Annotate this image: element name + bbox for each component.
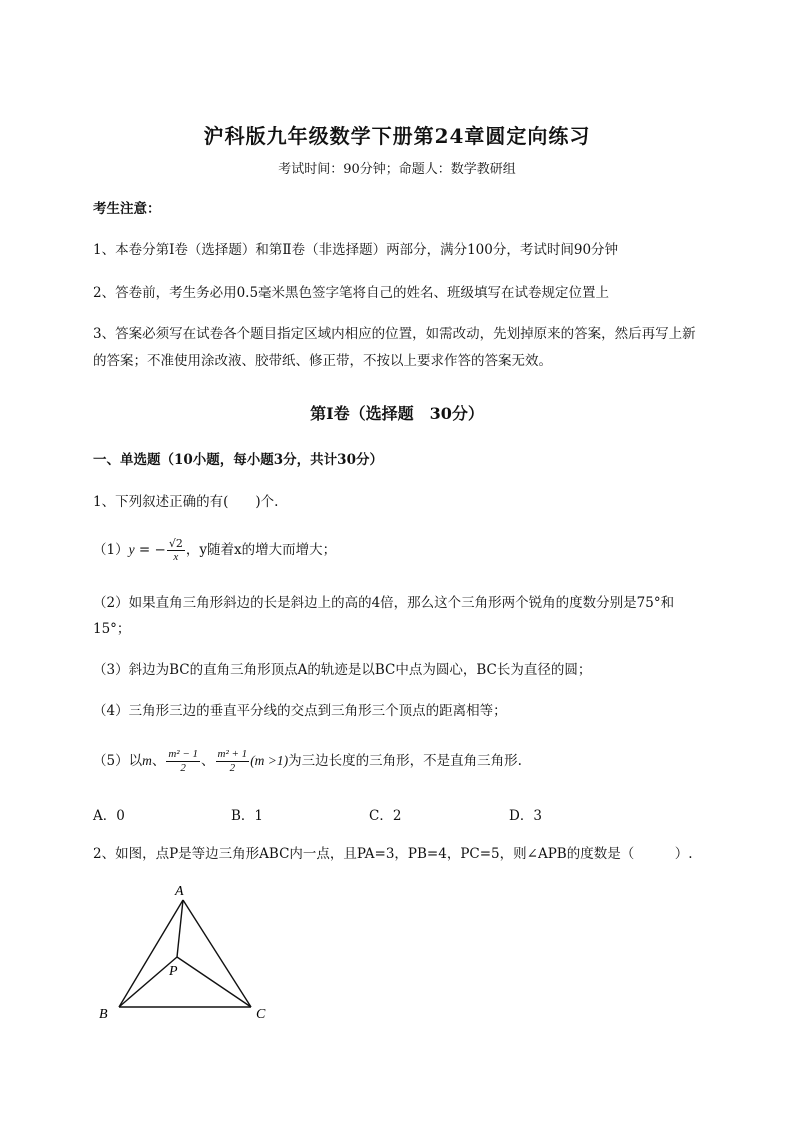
side-ab <box>119 900 183 1007</box>
statement-5-condition: (m >1) <box>250 753 289 768</box>
fraction-2-denominator: 2 <box>229 762 236 774</box>
fraction-numerator: √2 <box>168 537 183 550</box>
question-1-statement-1 <box>93 534 336 566</box>
fraction-1-denominator: 2 <box>180 762 186 774</box>
statement-5-rest: 为三边长度的三角形，不是直角三角形. <box>288 753 522 769</box>
option-d: D．3 <box>509 808 542 824</box>
option-b: B．1 <box>231 808 264 824</box>
question-2-stem: 2、如图，点P是等边三角形ABC内一点，且PA=3，PB=4，PC=5，则∠APB的度数是（ ）. <box>93 846 693 862</box>
option-a: A．0 <box>93 808 125 824</box>
fraction-1-numerator: m² − 1 <box>168 748 199 760</box>
side-ac <box>183 900 251 1007</box>
notice-heading: 考生注意： <box>93 201 161 217</box>
statement-5-fraction-2 <box>216 748 250 775</box>
question-1-statement-2-line-1: （2）如果直角三角形斜边的长是斜边上的高的4倍，那么这个三角形两个锐角的度数分别是75°和 <box>93 595 675 611</box>
statement-5-m: m <box>142 753 152 768</box>
statement-1-eq: = − <box>134 542 166 558</box>
label-b: B <box>99 1007 108 1022</box>
triangle-figure <box>90 880 290 1030</box>
page-title: 沪科版九年级数学下册第24章圆定向练习 <box>203 124 591 148</box>
fraction-2-numerator: m² + 1 <box>217 748 248 760</box>
question-1-statement-3: （3）斜边为BC的直角三角形顶点A的轨迹是以BC中点为圆心，BC长为直径的圆； <box>93 662 592 678</box>
statement-1-y: y <box>128 542 135 557</box>
statement-1-prefix: （1） <box>93 542 129 558</box>
question-1-statement-5 <box>93 744 522 778</box>
label-c: C <box>256 1007 266 1022</box>
label-p: P <box>169 964 178 979</box>
label-a: A <box>175 884 184 899</box>
question-1-statement-2-line-2: 15°； <box>93 621 131 637</box>
question-1-stem: 1、下列叙述正确的有( )个. <box>93 494 279 510</box>
question-1-statement-4: （4）三角形三边的垂直平分线的交点到三角形三个顶点的距离相等； <box>93 703 507 719</box>
statement-5-sep-1: 、 <box>151 753 166 769</box>
segment-pc <box>177 957 251 1007</box>
statement-5-fraction-1 <box>166 748 200 775</box>
statement-5-prefix: （5）以 <box>93 753 143 769</box>
part-title: 一、单选题（10小题，每小题3分，共计30分） <box>93 452 383 468</box>
section-title: 第I卷（选择题 30分） <box>310 404 484 423</box>
option-c: C．2 <box>369 808 402 824</box>
notice-item-3-line-1: 3、答案必须写在试卷各个题目指定区域内相应的位置，如需改动，先划掉原来的答案，然后再写上新 <box>93 326 696 342</box>
notice-item-1: 1、本卷分第I卷（选择题）和第Ⅱ卷（非选择题）两部分，满分100分，考试时间90分钟 <box>93 242 619 258</box>
fraction-denominator: x <box>173 551 179 563</box>
statement-5-sep-2: 、 <box>201 753 215 769</box>
exam-info: 考试时间：90分钟；命题人：数学教研组 <box>278 162 516 177</box>
notice-item-2: 2、答卷前，考生务必用0.5毫米黑色签字笔将自己的姓名、班级填写在试卷规定位置上 <box>93 285 610 301</box>
statement-1-fraction <box>167 537 185 564</box>
statement-1-rest: ，y随着x的增大而增大； <box>185 542 337 558</box>
notice-item-3-line-2: 的答案；不准使用涂改液、胶带纸、修正带，不按以上要求作答的答案无效。 <box>93 353 552 369</box>
